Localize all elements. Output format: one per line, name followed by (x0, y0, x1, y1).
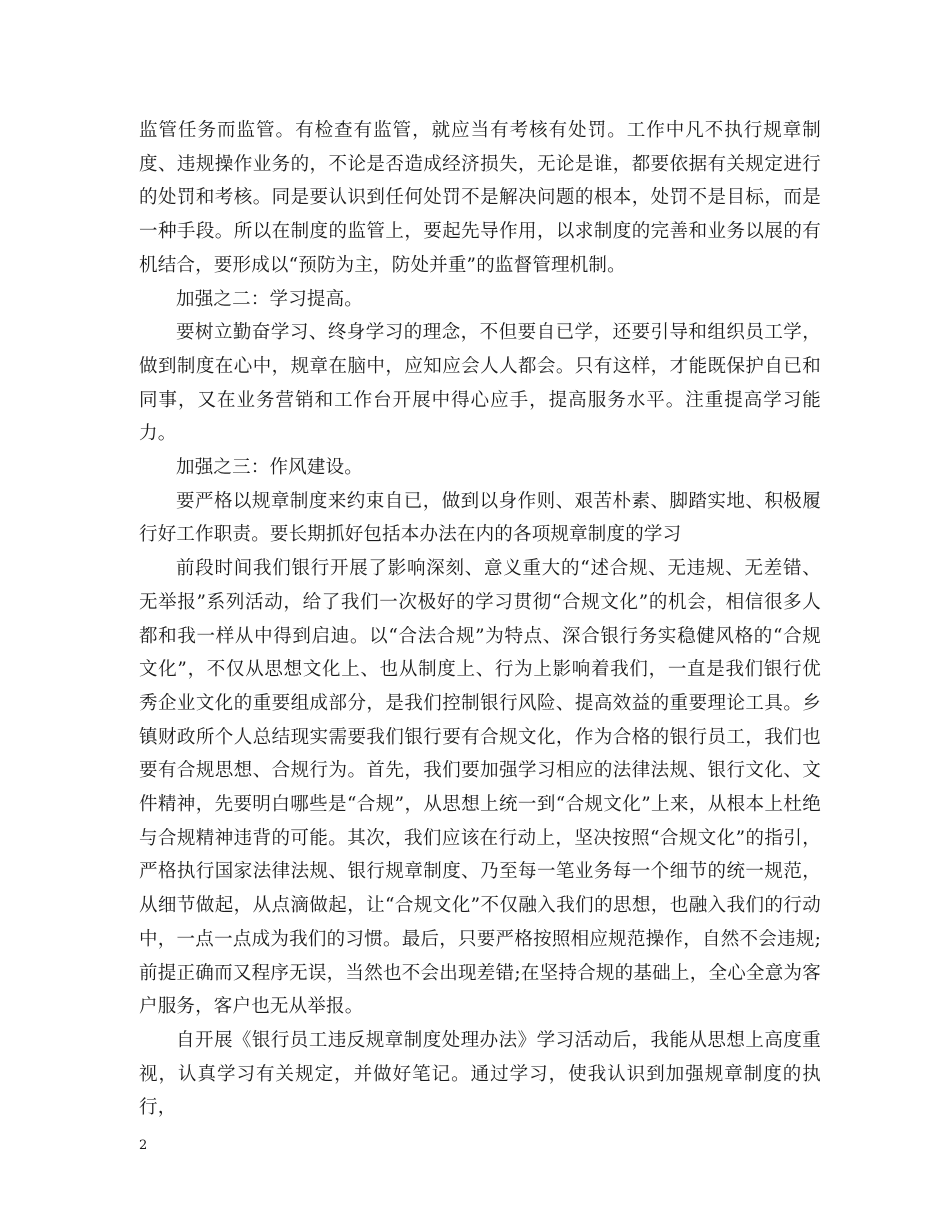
page-number: 2 (139, 1138, 148, 1153)
paragraph-2-heading: 加强之二：学习提高。 (176, 288, 364, 310)
paragraph-7: 自开展《银行员工违反规章制度处理办法》学习活动后，我能从思想上高度重视，认真学习有关规定，并做好笔记。通过学习，使我认识到加强规章制度的执行， (139, 1029, 821, 1119)
paragraph-3: 要树立勤奋学习、终身学习的理念，不但要自已学，还要引导和组织员工学，做到制度在心中，规章在脑中，应知应会人人都会。只有这样，才能既保护自已和同事，又在业务营销和工作台开展中得心应手，提高服务水平。注重提高学习能力。 (139, 322, 821, 445)
paragraph-6: 前段时间我们银行开展了影响深刻、意义重大的“述合规、无违规、无差错、无举报”系列活动，给了我们一次极好的学习贯彻“合规文化”的机会，相信很多人都和我一样从中得到启迪。以“合法合规”为特点、深合银行务实稳健风格的“合规文化”，不仅从思想文化上、也从制度上、行为上影响着我们，一直是我们银行优秀企业文化的重要组成部分，是我们控制银行风险、提高效益的重要理论工具。乡镇财政所个人总结现实需要我们银行要有合规文化，作为合格的银行员工，我们也要有合规思想、合规行为。首先，我们要加强学习相应的法律法规、银行文化、文件精神，先要明白哪些是“合规”，从思想上统一到“合规文化”上来，从根本上杜绝与合规精神违背的可能。其次，我们应该在行动上，坚决按照“合规文化”的指引，严格执行国家法律法规、银行规章制度、乃至每一笔业务每一个细节的统一规范，从细节做起，从点滴做起，让“合规文化”不仅融入我们的思想，也融入我们的行动中，一点一点成为我们的习惯。最后，只要严格按照相应规范操作，自然不会违规;前提正确而又程序无误，当然也不会出现差错;在坚持合规的基础上，全心全意为客户服务，客户也无从举报。 (139, 558, 821, 1018)
paragraph-1: 监管任务而监管。有检查有监管，就应当有考核有处罚。工作中凡不执行规章制度、违规操作业务的，不论是否造成经济损失，无论是谁，都要依据有关规定进行的处罚和考核。同是要认识到任何处罚不是解决问题的根本，处罚不是目标，而是一种手段。所以在制度的监管上，要起先导作用，以求制度的完善和业务以展的有机结合，要形成以“预防为主，防处并重”的监督管理机制。 (139, 120, 821, 276)
paragraph-4-heading: 加强之三：作风建设。 (176, 457, 364, 479)
document-body (139, 114, 821, 1125)
paragraph-5: 要严格以规章制度来约束自已，做到以身作则、艰苦朴素、脚踏实地、积极履行好工作职责。要长期抓好包括本办法在内的各项规章制度的学习 (139, 490, 821, 546)
